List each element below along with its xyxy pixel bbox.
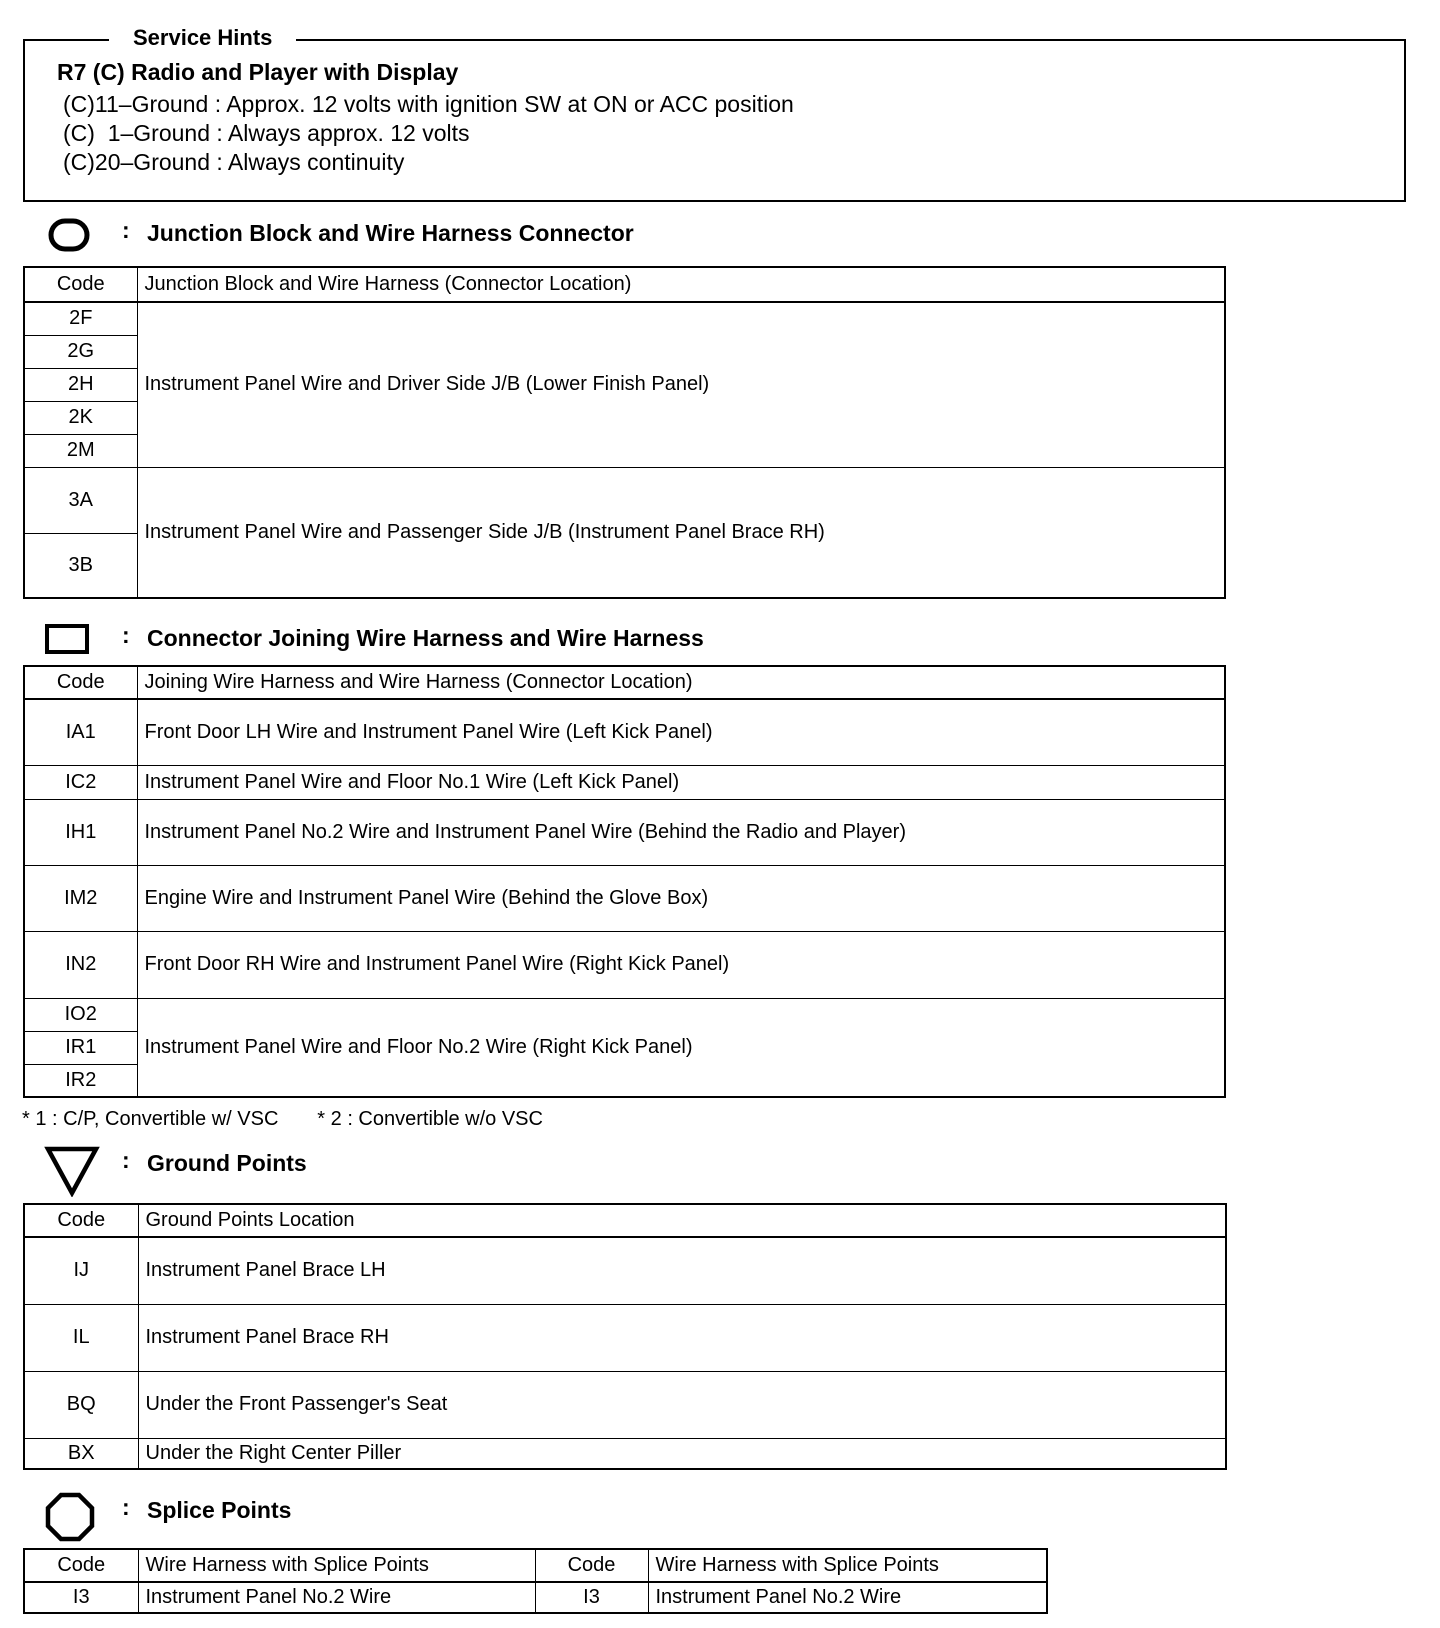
code-cell: IN2 <box>24 931 137 998</box>
table-row <box>24 302 1225 335</box>
location-cell: Engine Wire and Instrument Panel Wire (Behind the Glove Box) <box>137 865 1225 931</box>
location-cell: Instrument Panel Wire and Floor No.1 Wire (Left Kick Panel) <box>137 765 1225 799</box>
code-cell: BQ <box>24 1371 138 1438</box>
service-hint-line: (C)11–Ground : Approx. 12 volts with ignition SW at ON or ACC position <box>63 91 794 117</box>
column-header-description: Joining Wire Harness and Wire Harness (Connector Location) <box>137 666 1225 699</box>
table-row <box>24 1371 1226 1438</box>
code-cell: I3 <box>24 1582 138 1613</box>
connector-section-title: Connector Joining Wire Harness and Wire Harness <box>147 625 704 651</box>
table-row <box>24 699 1225 765</box>
table-row <box>24 1582 1047 1613</box>
code-cell: IM2 <box>24 865 137 931</box>
column-header-description: Wire Harness with Splice Points <box>648 1549 1047 1582</box>
table-row <box>24 1438 1226 1469</box>
location-cell: Front Door RH Wire and Instrument Panel Wire (Right Kick Panel) <box>137 931 1225 998</box>
column-header-code: Code <box>24 1204 138 1237</box>
code-cell: I3 <box>535 1582 648 1613</box>
code-cell: IC2 <box>24 765 137 799</box>
location-cell: Instrument Panel No.2 Wire <box>138 1582 535 1613</box>
column-header-description: Junction Block and Wire Harness (Connector Location) <box>137 267 1225 302</box>
column-header-code: Code <box>24 666 137 699</box>
table-row <box>24 998 1225 1031</box>
octagon-icon <box>44 1492 100 1548</box>
column-header-code: Code <box>24 267 137 302</box>
service-hint-line: (C) 1–Ground : Always approx. 12 volts <box>63 120 470 146</box>
ground-table <box>23 1203 1227 1470</box>
section-colon: : <box>122 217 130 243</box>
code-cell: IJ <box>24 1237 138 1304</box>
code-cell: BX <box>24 1438 138 1469</box>
table-row <box>24 1304 1226 1371</box>
section-colon: : <box>122 1494 130 1520</box>
service-hints-title: Service Hints <box>109 23 296 53</box>
code-cell: IR2 <box>24 1064 137 1097</box>
table-row <box>24 1237 1226 1304</box>
code-cell: IR1 <box>24 1031 137 1064</box>
column-header-code: Code <box>24 1549 138 1582</box>
table-header-row <box>24 666 1225 699</box>
junction-section-title: Junction Block and Wire Harness Connector <box>147 220 634 246</box>
splice-table <box>23 1548 1048 1614</box>
location-cell: Instrument Panel No.2 Wire <box>648 1582 1047 1613</box>
service-hint-line: (C)20–Ground : Always continuity <box>63 149 405 175</box>
location-cell: Instrument Panel Wire and Floor No.2 Wire (Right Kick Panel) <box>137 998 1225 1097</box>
triangle-icon <box>44 1145 104 1197</box>
rectangle-icon <box>44 620 94 660</box>
section-colon: : <box>122 622 130 648</box>
code-cell: 2K <box>24 401 137 434</box>
ground-section-title: Ground Points <box>147 1150 307 1176</box>
footnote: * 1 : C/P, Convertible w/ VSC * 2 : Convertible w/o VSC <box>22 1108 543 1130</box>
code-cell: IO2 <box>24 998 137 1031</box>
code-cell: 3B <box>24 533 137 598</box>
section-colon: : <box>122 1147 130 1173</box>
splice-section-title: Splice Points <box>147 1497 292 1523</box>
column-header-code: Code <box>535 1549 648 1582</box>
code-cell: 2H <box>24 368 137 401</box>
service-hints-box <box>23 25 1406 202</box>
location-cell: Under the Right Center Piller <box>138 1438 1226 1469</box>
location-cell: Instrument Panel Wire and Passenger Side J/B (Instrument Panel Brace RH) <box>137 467 1225 598</box>
location-cell: Instrument Panel Wire and Driver Side J/B (Lower Finish Panel) <box>137 302 1225 467</box>
table-row <box>24 865 1225 931</box>
location-cell: Under the Front Passenger's Seat <box>138 1371 1226 1438</box>
table-row <box>24 931 1225 998</box>
oval-icon <box>44 215 94 255</box>
column-header-description: Ground Points Location <box>138 1204 1226 1237</box>
service-hints-heading: R7 (C) Radio and Player with Display <box>57 59 459 85</box>
code-cell: 2G <box>24 335 137 368</box>
location-cell: Front Door LH Wire and Instrument Panel Wire (Left Kick Panel) <box>137 699 1225 765</box>
table-header-row <box>24 267 1225 302</box>
code-cell: IL <box>24 1304 138 1371</box>
connector-table <box>23 665 1226 1098</box>
location-cell: Instrument Panel Brace RH <box>138 1304 1226 1371</box>
location-cell: Instrument Panel No.2 Wire and Instrument Panel Wire (Behind the Radio and Player) <box>137 799 1225 865</box>
table-row <box>24 799 1225 865</box>
code-cell: 2M <box>24 434 137 467</box>
table-row <box>24 467 1225 533</box>
table-row <box>24 765 1225 799</box>
junction-table <box>23 266 1226 599</box>
code-cell: 3A <box>24 467 137 533</box>
location-cell: Instrument Panel Brace LH <box>138 1237 1226 1304</box>
table-header-row <box>24 1549 1047 1582</box>
code-cell: IA1 <box>24 699 137 765</box>
code-cell: IH1 <box>24 799 137 865</box>
table-header-row <box>24 1204 1226 1237</box>
column-header-description: Wire Harness with Splice Points <box>138 1549 535 1582</box>
code-cell: 2F <box>24 302 137 335</box>
